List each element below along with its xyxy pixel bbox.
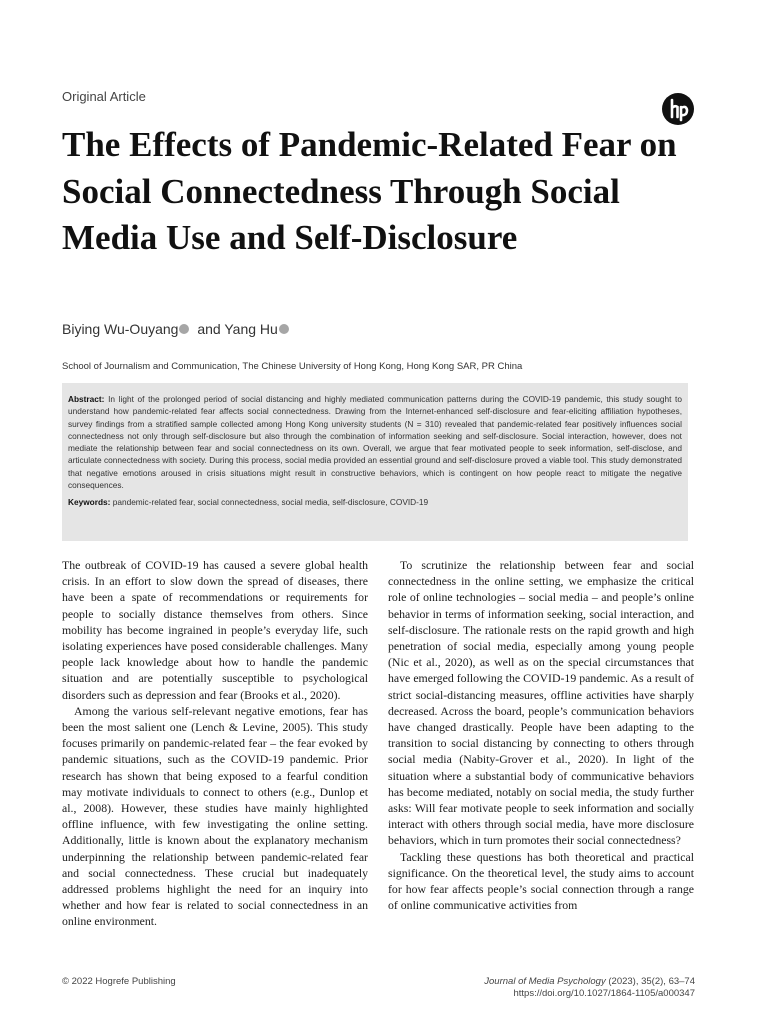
- body-column-left: [62, 557, 368, 930]
- body-paragraph: Tackling these questions has both theoretical and practical significance. On the theoretical level, the study aims to account for how fear affects people’s social connection through a range of online communicative activities from: [388, 849, 694, 913]
- body-paragraph: The outbreak of COVID-19 has caused a severe global health crisis. In an effort to slow down the spread of diseases, there have been a spate of recommendations or requirements for people to socially distance themselves from others. Since mobility has become ingrained in people’s everyday life, such isolating experiences have posed considerable challenges. Many people lack knowledge about how to handle the pandemic situation and are potentially susceptible to psychological disorders such as depression and fear (Brooks et al., 2020).: [62, 558, 368, 702]
- keywords: [68, 496, 682, 508]
- body-paragraph: Among the various self-relevant negative emotions, fear has been the most salient one (Lench & Levine, 2005). This study focuses primarily on pandemic-related fear – the fear evoked by pandemic situations, such as the COVID-19 pandemic. Prior research has shown that being exposed to a fearful condition may motivate individuals to connect to others (e.g., Dunlop et al., 2008). However, these studies have mainly highlighted offline influence, with few investigating the online setting. Additionally, little is known about the explanatory mechanism underpinning the relationship between pandemic-related fear and social connectedness. These crucial but inadequately addressed problems highlight the need for an inquiry into whether and how fear is related to social connectedness in an online environment.: [62, 703, 368, 929]
- article-title: The Effects of Pandemic-Related Fear on Social Connectedness Through Social Media Use and Self-Disclosure: [62, 125, 677, 257]
- author-name: Yang Hu: [224, 321, 278, 337]
- journal-citation: [484, 976, 695, 1000]
- article-type-label: Original Article: [62, 89, 146, 104]
- copyright-notice: © 2022 Hogrefe Publishing: [62, 976, 176, 987]
- affiliation: School of Journalism and Communication, The Chinese University of Hong Kong, Hong Kong SAR, PR China: [62, 361, 523, 372]
- abstract-text: In light of the prolonged period of social distancing and highly mediated communication patterns during the COVID-19 pandemic, this study sought to understand how pandemic-related fear affects social connectedness. Drawing from the Internet-enhanced self-disclosure and fear-eliciting affiliation hypotheses, survey findings from a stratified sample collected among Hong Kong university students (N = 310) revealed that pandemic-related fear positively influences social connectedness not only through self-disclosure but also through the combination of information seeking and self-disclosure. Social interaction, however, does not mediate the relationship between fear and social connectedness on its own. Overall, we argue that fear motivated people to seek information, self-disclose, and articulate connectedness with society. During this process, social media provided an essential ground and self-disclosure proved a viable tool. This study demonstrated that negative emotions aroused in crisis situations might result in constructive behaviors, which is contingent on how people react to mitigate the negative consequences.: [68, 394, 682, 491]
- keywords-text: pandemic-related fear, social connectedness, social media, self-disclosure, COVID-19: [112, 497, 429, 508]
- orcid-icon[interactable]: [179, 324, 189, 334]
- hogrefe-logo-icon: [662, 93, 694, 125]
- author-name: Biying Wu-Ouyang: [62, 321, 179, 337]
- body-paragraph: To scrutinize the relationship between fear and social connectedness in the online setting, we emphasize the critical role of online technologies – social media – and people’s online behavior in terms of information seeking, social interaction, and self-disclosure. The rationale rests on the rapid growth and high penetration of social media, especially among young people (Nic et al., 2020), as well as on the special circumstances that have emerged following the COVID-19 pandemic. As a result of strict social-distancing measures, offline activities have sharply decreased. Across the board, people’s communication behaviors have changed drastically. People have been adapting to the transition to social distancing by connecting to others through social media (Nabity-Grover et al., 2020). In light of the situation where a substantial body of communicative behaviors has become mediated, notably on social media, the study further asks: Will fear motivate people to seek information and socially interact with others through social media, have more disclosure behaviors, which in turn promotes their social connectedness?: [388, 558, 694, 848]
- orcid-icon[interactable]: [279, 324, 289, 334]
- author-conjunction: and: [193, 321, 225, 337]
- author-list: [62, 321, 293, 337]
- keywords-label: Keywords:: [68, 497, 111, 508]
- journal-name: Journal of Media Psychology: [484, 976, 606, 987]
- body-column-right: [388, 557, 694, 913]
- journal-volume: (2023), 35(2), 63–74: [605, 976, 695, 987]
- abstract: [68, 393, 682, 491]
- abstract-box: [62, 383, 688, 541]
- abstract-label: Abstract:: [68, 394, 105, 404]
- doi-link[interactable]: https://doi.org/10.1027/1864-1105/a000347: [513, 988, 695, 999]
